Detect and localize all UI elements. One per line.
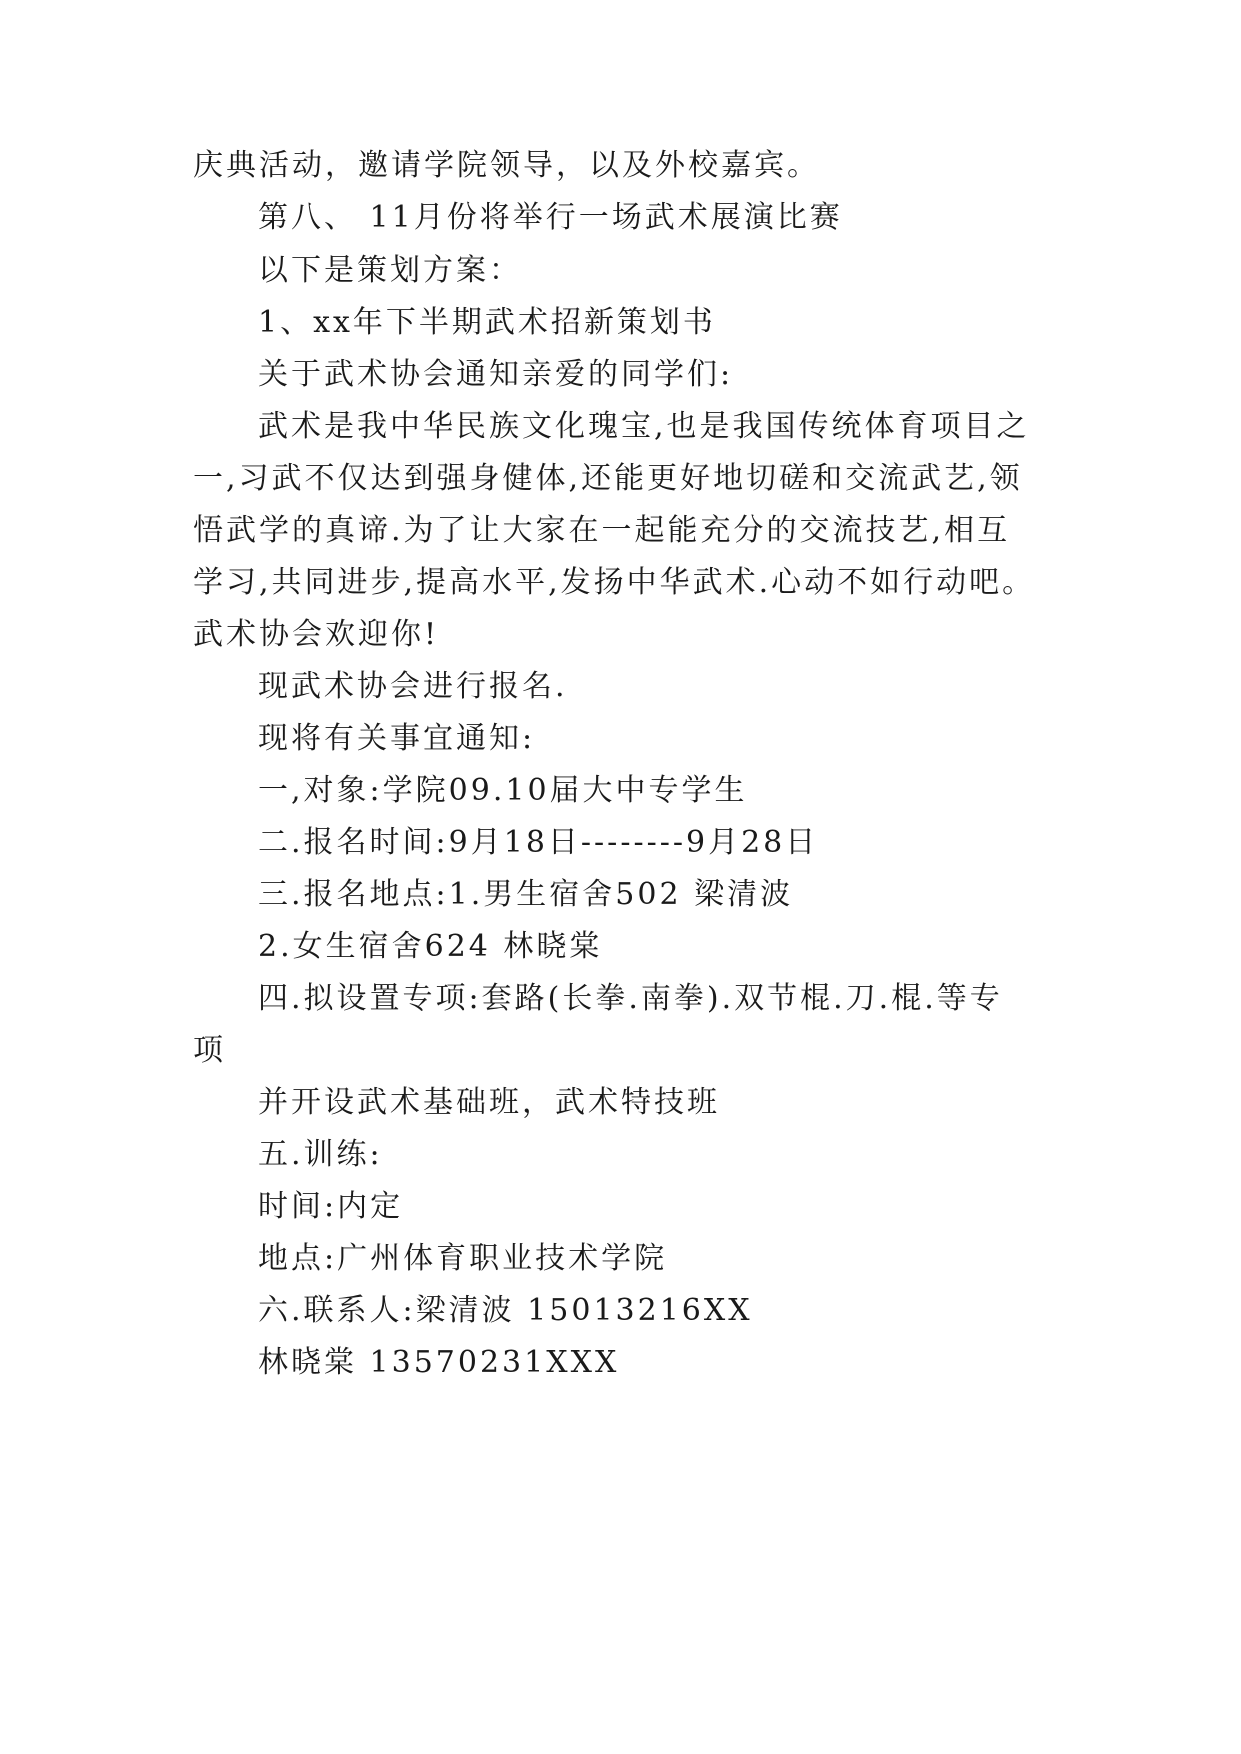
text-line: 现武术协会进行报名. [258, 669, 568, 704]
text-line: 二.报名时间:9月18日--------9月28日 [258, 825, 819, 860]
text-line: 悟武学的真谛.为了让大家在一起能充分的交流技艺,相互 [193, 513, 1011, 548]
text-line: 现将有关事宜通知: [258, 721, 536, 756]
text-line: 四.拟设置专项:套路(长拳.南拳).双节棍.刀.棍.等专 [258, 981, 1003, 1016]
text-line: 一,对象:学院09.10届大中专学生 [258, 773, 748, 808]
text-line: 林晓棠 13570231XXX [258, 1345, 620, 1380]
text-line: 一,习武不仅达到强身健体,还能更好地切磋和交流武艺,领 [193, 461, 1023, 496]
text-line: 三.报名地点:1.男生宿舍502 梁清波 [258, 877, 794, 912]
text-line: 时间:内定 [258, 1189, 404, 1224]
text-line: 第八、 11月份将举行一场武术展演比赛 [258, 200, 843, 235]
text-line: 以下是策划方案： [258, 253, 522, 288]
text-line: 武术协会欢迎你! [193, 617, 440, 652]
text-line: 并开设武术基础班，武术特技班 [258, 1085, 720, 1120]
text-line: 庆典活动，邀请学院领导，以及外校嘉宾。 [193, 148, 820, 183]
text-line: 2.女生宿舍624 林晓棠 [258, 929, 603, 964]
text-line: 关于武术协会通知亲爱的同学们: [258, 357, 734, 392]
text-line: 五.训练: [258, 1137, 383, 1172]
text-line: 武术是我中华民族文化瑰宝,也是我国传统体育项目之 [258, 409, 1030, 444]
text-line: 地点:广州体育职业技术学院 [258, 1241, 668, 1276]
text-line: 1、xx年下半期武术招新策划书 [258, 305, 716, 340]
text-line: 学习,共同进步,提高水平,发扬中华武术.心动不如行动吧。 [193, 565, 1036, 600]
text-line: 项 [193, 1033, 226, 1068]
text-line: 六.联系人:梁清波 15013216XX [258, 1293, 753, 1328]
